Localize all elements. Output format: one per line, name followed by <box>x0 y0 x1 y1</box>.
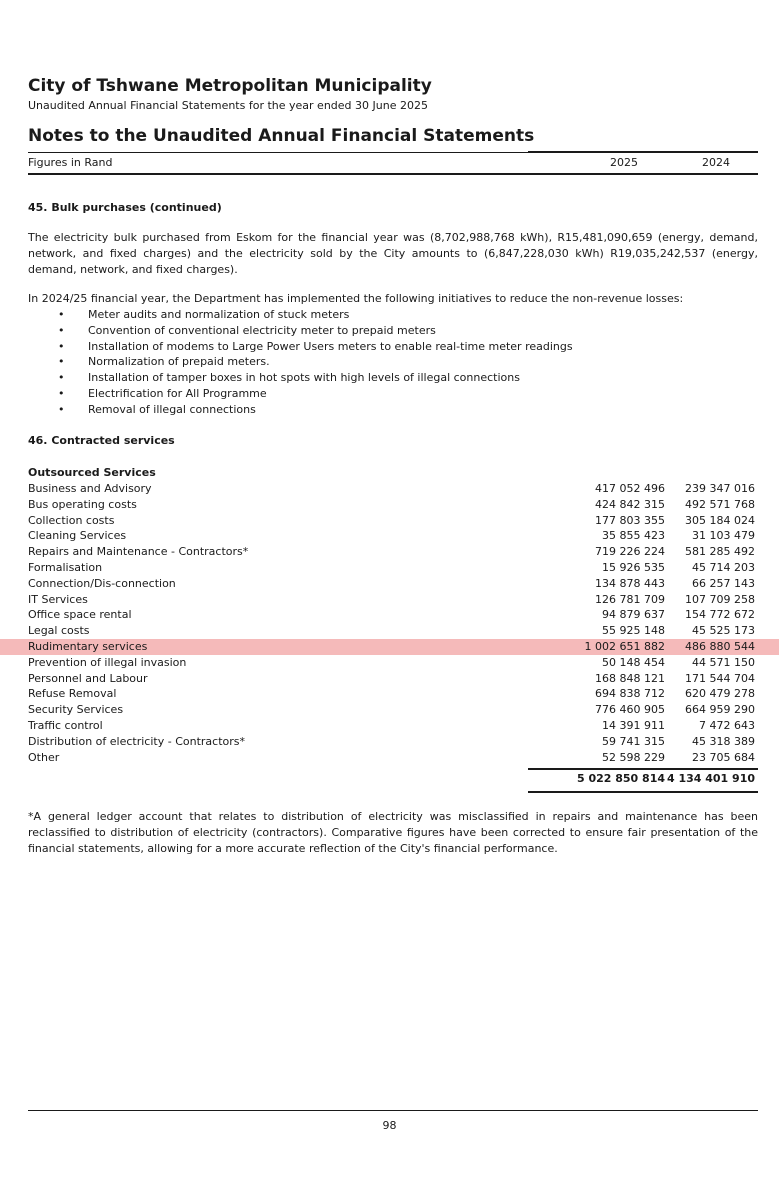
list-item-text: Electrification for All Programme <box>88 386 267 400</box>
row-label: Collection costs <box>28 513 115 527</box>
list-item-text: Removal of illegal connections <box>88 402 256 416</box>
row-label: Refuse Removal <box>28 687 117 701</box>
row-value-2024: 486 880 544 <box>685 639 755 653</box>
list-item <box>58 307 573 323</box>
row-label: Personnel and Labour <box>28 671 148 685</box>
row-label: Other <box>28 750 60 764</box>
table-row <box>0 592 779 608</box>
row-value-2025: 424 842 315 <box>595 497 665 511</box>
list-item <box>58 402 573 418</box>
table-row <box>0 671 779 687</box>
row-value-2024: 171 544 704 <box>685 671 755 685</box>
bullet-icon: • <box>58 371 65 385</box>
row-value-2025: 15 926 535 <box>602 560 665 574</box>
header-bottom-rule <box>28 173 758 175</box>
row-value-2024: 45 714 203 <box>692 560 755 574</box>
row-value-2024: 23 705 684 <box>692 750 755 764</box>
section-46-heading: 46. Contracted services <box>28 434 175 447</box>
row-value-2024: 31 103 479 <box>692 529 755 543</box>
row-label: Legal costs <box>28 624 90 638</box>
row-value-2025: 776 460 905 <box>595 703 665 717</box>
row-value-2025: 168 848 121 <box>595 671 665 685</box>
organisation-name: City of Tshwane Metropolitan Municipality <box>28 76 432 96</box>
row-value-2025: 719 226 224 <box>595 545 665 559</box>
row-value-2024: 492 571 768 <box>685 497 755 511</box>
row-value-2025: 35 855 423 <box>602 529 665 543</box>
row-value-2024: 581 285 492 <box>685 545 755 559</box>
row-value-2024: 305 184 024 <box>685 513 755 527</box>
row-value-2024: 664 959 290 <box>685 703 755 717</box>
bullet-icon: • <box>58 339 65 353</box>
list-item-text: Normalization of prepaid meters. <box>88 355 270 369</box>
bullet-icon: • <box>58 386 65 400</box>
footer-rule <box>28 1110 758 1111</box>
list-item <box>58 354 573 370</box>
row-label: IT Services <box>28 592 88 606</box>
list-item-text: Installation of modems to Large Power Users meters to enable real-time meter readings <box>88 339 573 353</box>
table-row <box>0 702 779 718</box>
section-45-paragraph-1: The electricity bulk purchased from Eskom for the financial year was (8,702,988,768 kWh), R15,481,090,659 (energy, demand, network, and fixed charges) and the electricity sold by the City amounts to (6,847,228,030 kWh) R19,035,242,537 (energy, demand, network, and fixed charges). <box>28 231 758 276</box>
row-value-2024: 66 257 143 <box>692 576 755 590</box>
header-top-rule-thick <box>528 151 758 153</box>
table-row <box>0 544 779 560</box>
row-value-2025: 52 598 229 <box>602 750 665 764</box>
list-item-text: Installation of tamper boxes in hot spots with high levels of illegal connections <box>88 371 520 385</box>
row-label: Bus operating costs <box>28 497 137 511</box>
bullet-icon: • <box>58 402 65 416</box>
row-label: Prevention of illegal invasion <box>28 655 187 669</box>
table-row <box>0 734 779 750</box>
row-value-2025: 417 052 496 <box>595 482 665 495</box>
table-row <box>0 623 779 639</box>
row-value-2025: 55 925 148 <box>602 624 665 638</box>
figures-in-rand-label: Figures in Rand <box>28 156 113 169</box>
column-header-2025: 2025 <box>610 156 638 169</box>
table-row <box>0 497 779 513</box>
table-row <box>0 481 779 497</box>
outsourced-services-title: Outsourced Services <box>28 466 156 479</box>
list-item <box>58 339 573 355</box>
row-label: Distribution of electricity - Contractors* <box>28 734 245 748</box>
initiatives-list <box>58 307 573 418</box>
list-item-text: Meter audits and normalization of stuck meters <box>88 308 350 321</box>
total-2025: 5 022 850 814 <box>576 772 665 785</box>
row-value-2025: 14 391 911 <box>602 718 665 732</box>
table-row <box>0 655 779 671</box>
bullet-icon: • <box>58 355 65 369</box>
table-row <box>0 686 779 702</box>
column-header-2024: 2024 <box>702 156 730 169</box>
row-label: Cleaning Services <box>28 529 127 543</box>
row-label: Office space rental <box>28 608 132 622</box>
footnote: *A general ledger account that relates to distribution of electricity was misclassified in repairs and maintenance has been reclassified to distribution of electricity (contractors). Comparative figures have been corrected to ensure fair presentation of the financial statements, allowing for a more accurate reflection of the City's financial performance. <box>28 810 758 855</box>
row-value-2024: 45 318 389 <box>692 734 755 748</box>
total-2024: 4 134 401 910 <box>666 772 755 785</box>
row-value-2025: 694 838 712 <box>595 687 665 701</box>
row-label: Business and Advisory <box>28 482 152 495</box>
row-label: Formalisation <box>28 560 103 574</box>
row-value-2025: 1 002 651 882 <box>584 639 665 653</box>
table-row-highlighted <box>0 639 779 655</box>
row-value-2025: 50 148 454 <box>602 655 665 669</box>
contracted-services-table <box>0 481 779 765</box>
section-45-heading: 45. Bulk purchases (continued) <box>28 201 222 214</box>
row-value-2025: 59 741 315 <box>602 734 665 748</box>
table-row <box>0 513 779 529</box>
total-bottom-rule <box>528 791 758 793</box>
row-label: Security Services <box>28 703 124 717</box>
statement-subtitle: Unaudited Annual Financial Statements for the year ended 30 June 2025 <box>28 99 428 112</box>
row-label: Rudimentary services <box>28 639 148 653</box>
table-row <box>0 750 779 766</box>
row-label: Repairs and Maintenance - Contractors* <box>28 545 249 559</box>
row-value-2024: 107 709 258 <box>685 592 755 606</box>
notes-title: Notes to the Unaudited Annual Financial Statements <box>28 126 535 146</box>
table-row <box>0 528 779 544</box>
row-value-2024: 7 472 643 <box>699 718 755 732</box>
row-value-2024: 239 347 016 <box>685 482 755 495</box>
row-value-2024: 45 525 173 <box>692 624 755 638</box>
table-row <box>0 560 779 576</box>
bullet-icon: • <box>58 308 65 321</box>
row-value-2024: 44 571 150 <box>692 655 755 669</box>
page-number: 98 <box>382 1119 397 1132</box>
section-45-paragraph-2: In 2024/25 financial year, the Department has implemented the following initiatives to reduce the non-revenue losses: <box>28 292 684 305</box>
row-value-2025: 134 878 443 <box>595 576 665 590</box>
row-label: Connection/Dis-connection <box>28 576 176 590</box>
table-row <box>0 576 779 592</box>
table-row <box>0 718 779 734</box>
total-top-rule <box>528 768 758 770</box>
list-item-text: Convention of conventional electricity meter to prepaid meters <box>88 323 436 337</box>
row-value-2025: 126 781 709 <box>595 592 665 606</box>
row-value-2024: 620 479 278 <box>685 687 755 701</box>
row-label: Traffic control <box>28 718 103 732</box>
row-value-2024: 154 772 672 <box>685 608 755 622</box>
list-item <box>58 370 573 386</box>
list-item <box>58 323 573 339</box>
row-value-2025: 94 879 637 <box>602 608 665 622</box>
row-value-2025: 177 803 355 <box>595 513 665 527</box>
bullet-icon: • <box>58 323 65 337</box>
table-row <box>0 607 779 623</box>
list-item <box>58 386 573 402</box>
